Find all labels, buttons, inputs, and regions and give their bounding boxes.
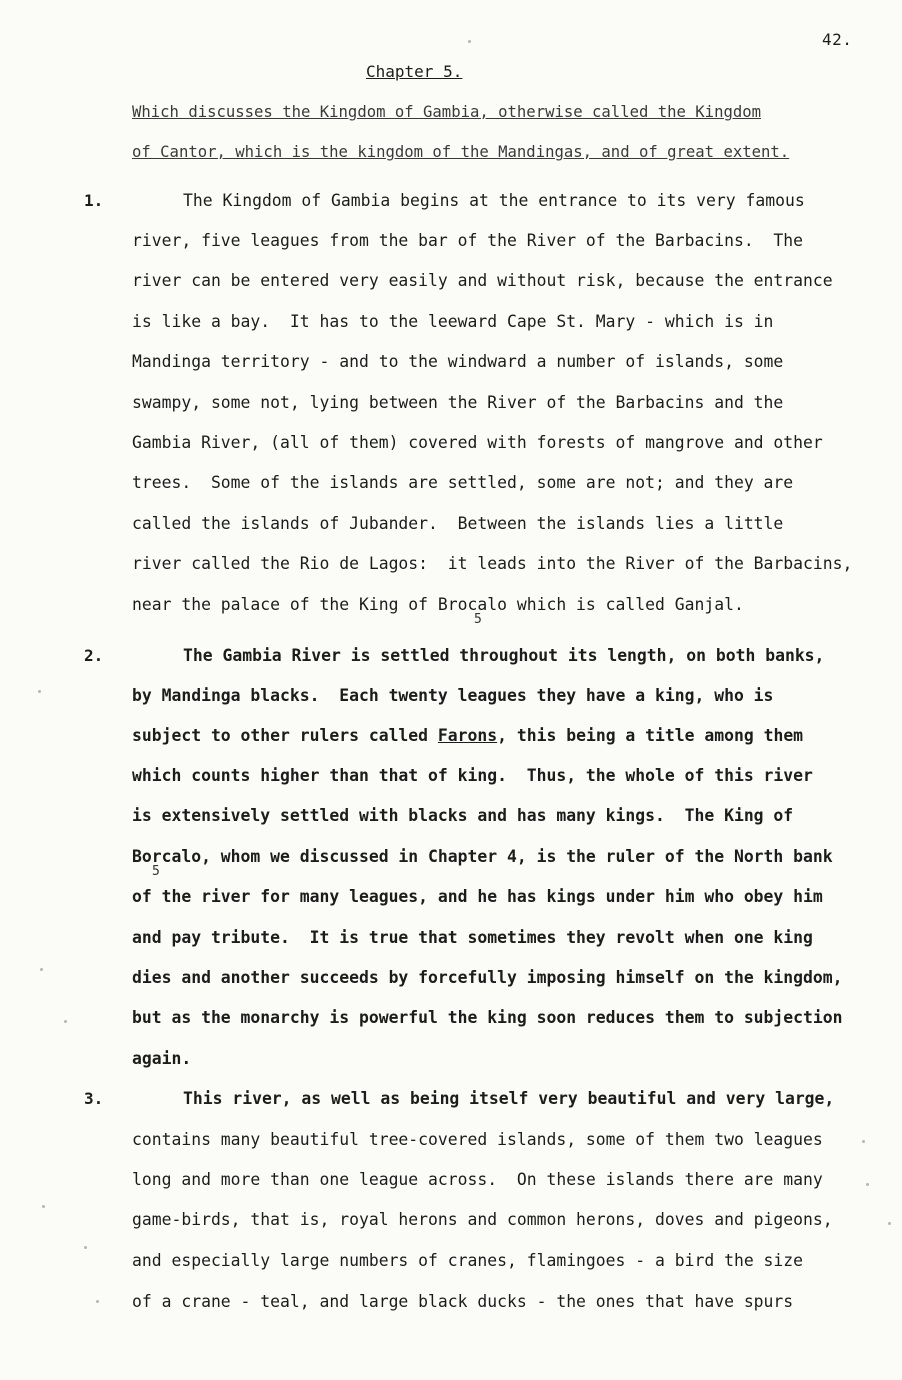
scan-speck bbox=[888, 1222, 891, 1225]
paragraph-line: and pay tribute. It is true that sometimes they revolt when one king bbox=[132, 928, 813, 947]
paragraph-number: 2. bbox=[84, 646, 104, 665]
scan-speck bbox=[468, 40, 471, 43]
paragraph-line: swampy, some not, lying between the River of the Barbacins and the bbox=[132, 393, 784, 412]
paragraph-line: long and more than one league across. On these islands there are many bbox=[132, 1170, 823, 1189]
paragraph-number: 1. bbox=[84, 191, 104, 210]
page-number: 42. bbox=[822, 30, 853, 49]
paragraph-line: of a crane - teal, and large black ducks - the ones that have spurs bbox=[132, 1292, 794, 1311]
paragraph-line: called the islands of Jubander. Between the islands lies a little bbox=[132, 514, 784, 533]
paragraph-line: trees. Some of the islands are settled, some are not; and they are bbox=[132, 473, 794, 492]
paragraph-line: river can be entered very easily and without risk, because the entrance bbox=[132, 271, 833, 290]
paragraph-line: This river, as well as being itself very beautiful and very large, bbox=[183, 1089, 835, 1108]
chapter-title: Chapter 5. bbox=[366, 62, 463, 81]
underlined-term: Farons bbox=[437, 726, 498, 745]
scan-speck bbox=[862, 1140, 865, 1143]
paragraph-line: near the palace of the King of Brocalo which is called Ganjal. bbox=[132, 595, 744, 614]
paragraph-line: The Kingdom of Gambia begins at the entrance to its very famous bbox=[183, 191, 805, 210]
paragraph-line: but as the monarchy is powerful the king soon reduces them to subjection bbox=[132, 1008, 843, 1027]
scan-speck bbox=[42, 1205, 45, 1208]
chapter-subtitle-line: of Cantor, which is the kingdom of the Mandingas, and of great extent. bbox=[132, 143, 790, 161]
scan-speck bbox=[96, 1300, 99, 1303]
paragraph-line: subject to other rulers called Farons, this being a title among them bbox=[132, 726, 804, 745]
paragraph-line: game-birds, that is, royal herons and common herons, doves and pigeons, bbox=[132, 1210, 833, 1229]
paragraph-line: river, five leagues from the bar of the River of the Barbacins. The bbox=[132, 231, 804, 250]
paragraph-line: and especially large numbers of cranes, flamingoes - a bird the size bbox=[132, 1251, 804, 1270]
paragraph-line: river called the Rio de Lagos: it leads into the River of the Barbacins, bbox=[132, 554, 853, 573]
handwritten-mark: 5 bbox=[474, 612, 482, 627]
scan-speck bbox=[64, 1020, 67, 1023]
scan-speck bbox=[38, 690, 41, 693]
paragraph-line: contains many beautiful tree-covered islands, some of them two leagues bbox=[132, 1130, 823, 1149]
handwritten-mark: 5 bbox=[152, 864, 160, 879]
paragraph-line: which counts higher than that of king. Thus, the whole of this river bbox=[132, 766, 813, 785]
paragraph-line: by Mandinga blacks. Each twenty leagues they have a king, who is bbox=[132, 686, 774, 705]
scan-speck bbox=[866, 1183, 869, 1186]
paragraph-number: 3. bbox=[84, 1089, 104, 1108]
chapter-subtitle-line: Which discusses the Kingdom of Gambia, otherwise called the Kingdom bbox=[132, 103, 762, 121]
scan-speck bbox=[40, 968, 43, 971]
paragraph-line: is extensively settled with blacks and has many kings. The King of bbox=[132, 806, 794, 825]
paragraph-line: dies and another succeeds by forcefully imposing himself on the kingdom, bbox=[132, 968, 843, 987]
paragraph-line: is like a bay. It has to the leeward Cape St. Mary - which is in bbox=[132, 312, 774, 331]
paragraph-line: Borcalo, whom we discussed in Chapter 4, is the ruler of the North bank bbox=[132, 847, 833, 866]
paragraph-line: Gambia River, (all of them) covered with forests of mangrove and other bbox=[132, 433, 823, 452]
scan-speck bbox=[84, 1246, 87, 1249]
paragraph-line: The Gambia River is settled throughout its length, on both banks, bbox=[183, 646, 825, 665]
paragraph-line: again. bbox=[132, 1049, 192, 1068]
paragraph-line: Mandinga territory - and to the windward a number of islands, some bbox=[132, 352, 784, 371]
paragraph-line: of the river for many leagues, and he has kings under him who obey him bbox=[132, 887, 823, 906]
